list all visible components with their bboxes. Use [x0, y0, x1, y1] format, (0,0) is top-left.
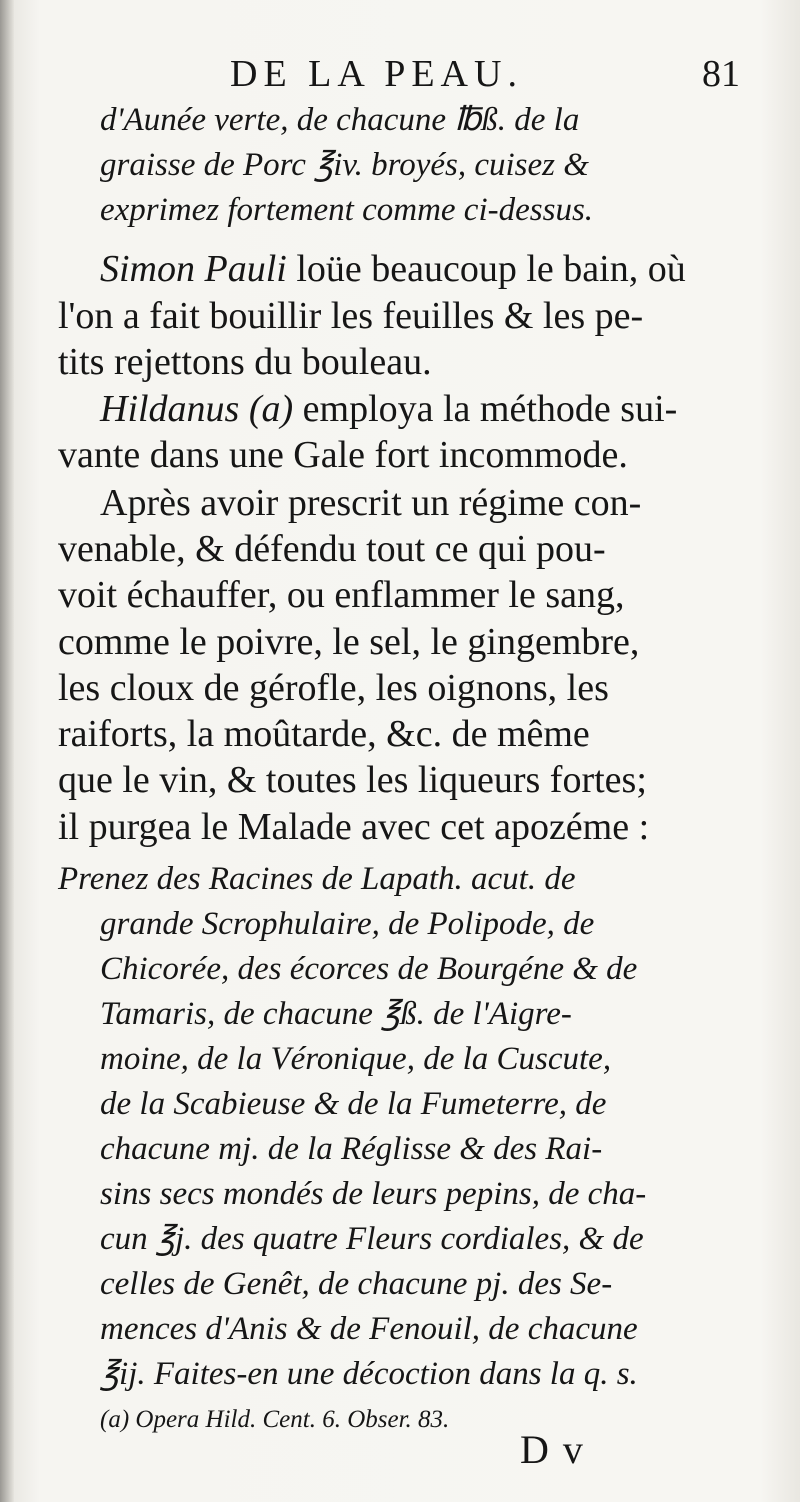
paragraph-line: l'on a fait bouillir les feuilles & les pe- — [58, 295, 644, 337]
recipe-line: Tamaris, de chacune ℥ß. de l'Aigre- — [100, 996, 572, 1032]
page-number: 81 — [702, 53, 740, 95]
footnote: (a) Opera Hild. Cent. 6. Obser. 83. — [100, 1406, 450, 1433]
recipe-line: Prenez des Racines de Lapath. acut. de — [58, 861, 576, 897]
recipe-line: graisse de Porc ℥iv. broyés, cuisez & — [100, 147, 589, 183]
page-gutter-shadow — [0, 0, 14, 1502]
recipe-line: exprimez fortement comme ci-dessus. — [100, 192, 594, 228]
recipe-line: de la Scabieuse & de la Fumeterre, de — [100, 1086, 607, 1122]
author-name: Hildanus (a) — [100, 388, 294, 430]
signature-mark: D v — [520, 1427, 585, 1472]
paragraph-line — [100, 387, 677, 431]
paragraph-line: raiforts, la moûtarde, &c. de même — [58, 713, 590, 755]
recipe-line: ℥ij. Faites-en une décoction dans la q. s. — [100, 1356, 638, 1392]
recipe-line: d'Aunée verte, de chacune ℔ß. de la — [100, 102, 580, 138]
recipe-line: mences d'Anis & de Fenouil, de chacune — [100, 1311, 638, 1347]
paragraph-line: voit échauffer, ou enflammer le sang, — [58, 574, 625, 616]
paragraph-line: il purgea le Malade avec cet apozéme : — [58, 806, 650, 848]
recipe-line: grande Scrophulaire, de Polipode, de — [100, 906, 595, 942]
recipe-line: chacune mj. de la Réglisse & des Rai- — [100, 1131, 603, 1167]
paragraph-line — [100, 247, 686, 291]
paragraph-line: Après avoir prescrit un régime con- — [100, 482, 642, 524]
recipe-line: sins secs mondés de leurs pepins, de cha- — [100, 1176, 647, 1212]
recipe-line: celles de Genêt, de chacune pj. des Se- — [100, 1266, 613, 1302]
paragraph-line: que le vin, & toutes les liqueurs fortes; — [58, 759, 647, 801]
page-header — [230, 52, 740, 96]
recipe-line: Chicorée, des écorces de Bourgéne & de — [100, 951, 638, 987]
paragraph-line: venable, & défendu tout ce qui pou- — [58, 528, 606, 570]
author-name: Simon Pauli — [100, 248, 287, 290]
paragraph-line: comme le poivre, le sel, le gingembre, — [58, 621, 640, 663]
paragraph-text: employa la méthode sui- — [293, 388, 678, 430]
recipe-line: cun ℥j. des quatre Fleurs cordiales, & de — [100, 1221, 644, 1257]
paragraph-line: vante dans une Gale fort incommode. — [58, 434, 628, 476]
recipe-line: moine, de la Véronique, de la Cuscute, — [100, 1041, 612, 1077]
paragraph-text: loüe beaucoup le bain, où — [286, 248, 686, 290]
paragraph-line: tits rejettons du bouleau. — [58, 341, 432, 383]
running-title: DE LA PEAU. — [230, 53, 523, 95]
paragraph-line: les cloux de gérofle, les oignons, les — [58, 667, 609, 709]
